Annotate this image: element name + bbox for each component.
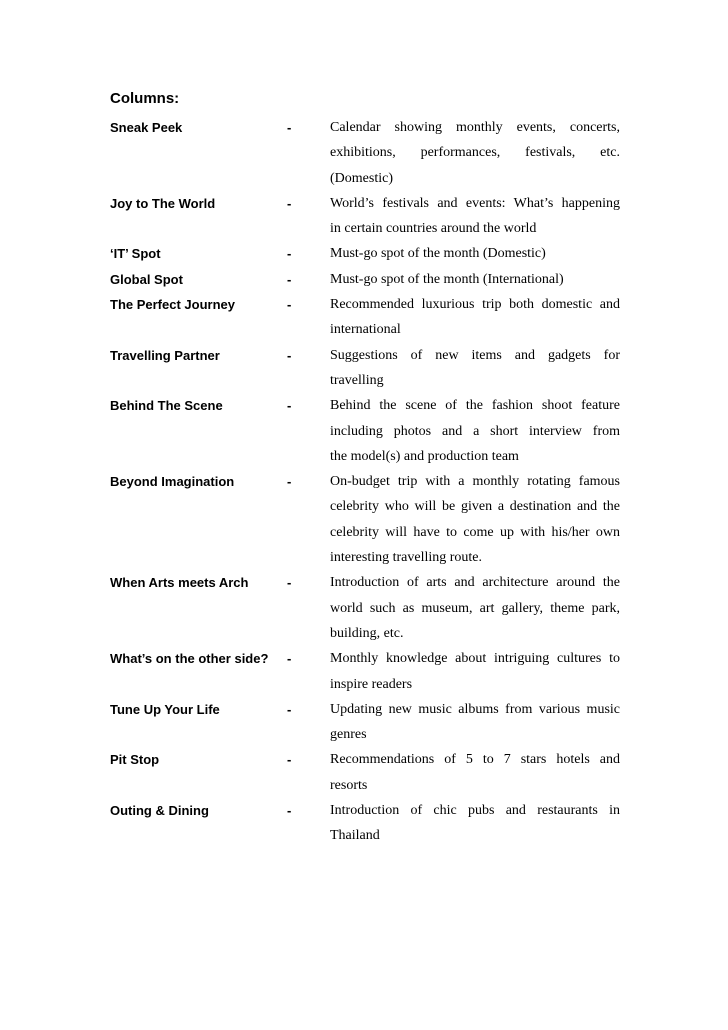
separator-dash: - bbox=[287, 120, 292, 135]
column-description bbox=[330, 241, 620, 266]
description-line: Updating new music albums from various music bbox=[330, 701, 620, 717]
separator-dash: - bbox=[287, 195, 292, 211]
column-name: What’s on the other side? bbox=[110, 651, 269, 667]
description-line: genres bbox=[330, 727, 367, 743]
separator-dash: - bbox=[287, 651, 292, 667]
column-description bbox=[330, 393, 620, 469]
column-name: Pit Stop bbox=[110, 752, 160, 768]
description-line: including photos and a short interview from bbox=[330, 423, 620, 439]
description-line: celebrity will have to come up with his/her own bbox=[330, 524, 620, 540]
description-line: Monthly knowledge about intriguing cultures to bbox=[330, 651, 620, 667]
separator-dash: - bbox=[287, 398, 292, 414]
description-line: exhibitions, performances, festivals, etc. bbox=[330, 145, 620, 161]
column-description bbox=[330, 469, 620, 570]
separator-dash: - bbox=[287, 347, 292, 363]
column-description bbox=[330, 798, 620, 849]
separator-dash: - bbox=[287, 752, 292, 768]
description-line: Suggestions of new items and gadgets for bbox=[330, 347, 620, 363]
description-line: interesting travelling route. bbox=[330, 550, 483, 566]
column-name: When Arts meets Arch bbox=[110, 575, 249, 591]
column-name: Travelling Partner bbox=[110, 347, 220, 363]
column-name: Joy to The World bbox=[110, 195, 216, 211]
column-description bbox=[330, 646, 620, 697]
separator-dash: - bbox=[287, 803, 292, 819]
column-name: Beyond Imagination bbox=[110, 474, 235, 490]
column-entry bbox=[110, 191, 620, 242]
description-line: inspire readers bbox=[330, 676, 413, 692]
description-line: world such as museum, art gallery, theme park, bbox=[330, 600, 620, 616]
column-description bbox=[330, 115, 620, 191]
columns-list bbox=[110, 115, 620, 849]
column-description bbox=[330, 267, 620, 292]
description-line: international bbox=[330, 322, 401, 338]
column-name: ‘IT’ Spot bbox=[110, 246, 161, 262]
column-description bbox=[330, 191, 620, 242]
description-line: the model(s) and production team bbox=[330, 448, 519, 464]
description-line: Introduction of arts and architecture around the bbox=[330, 575, 620, 591]
separator-dash: - bbox=[287, 575, 292, 591]
column-description bbox=[330, 697, 620, 748]
description-line: On-budget trip with a monthly rotating famous bbox=[330, 474, 620, 490]
column-name: The Perfect Journey bbox=[110, 297, 235, 313]
column-entry bbox=[110, 747, 620, 798]
column-description bbox=[330, 292, 620, 343]
description-line: Must-go spot of the month (Domestic) bbox=[330, 246, 546, 262]
column-entry bbox=[110, 697, 620, 748]
column-name: Tune Up Your Life bbox=[110, 701, 220, 717]
description-line: World’s festivals and events: What’s happening bbox=[330, 195, 620, 211]
description-line: Calendar showing monthly events, concerts, bbox=[330, 120, 620, 135]
column-description bbox=[330, 570, 620, 646]
column-entry bbox=[110, 241, 620, 266]
column-entry bbox=[110, 115, 620, 191]
column-name: Outing & Dining bbox=[110, 803, 209, 819]
description-line: Thailand bbox=[330, 828, 380, 844]
description-line: celebrity who will be given a destination and the bbox=[330, 499, 620, 515]
column-name: Sneak Peek bbox=[110, 120, 183, 135]
column-entry bbox=[110, 292, 620, 343]
description-line: Behind the scene of the fashion shoot feature bbox=[330, 398, 620, 414]
column-entry bbox=[110, 393, 620, 469]
description-line: (Domestic) bbox=[330, 170, 393, 186]
description-line: in certain countries around the world bbox=[330, 221, 537, 237]
columns-heading: Columns: bbox=[110, 90, 180, 107]
column-description bbox=[330, 343, 620, 394]
column-name: Global Spot bbox=[110, 271, 183, 287]
separator-dash: - bbox=[287, 271, 292, 287]
description-line: Introduction of chic pubs and restaurants in bbox=[330, 803, 620, 819]
separator-dash: - bbox=[287, 297, 292, 313]
column-entry bbox=[110, 798, 620, 849]
column-entry bbox=[110, 570, 620, 646]
description-line: travelling bbox=[330, 372, 384, 388]
separator-dash: - bbox=[287, 701, 292, 717]
column-name: Behind The Scene bbox=[110, 398, 223, 414]
description-line: Recommendations of 5 to 7 stars hotels and bbox=[330, 752, 620, 768]
column-description bbox=[330, 747, 620, 798]
description-line: resorts bbox=[330, 777, 368, 793]
column-entry bbox=[110, 343, 620, 394]
separator-dash: - bbox=[287, 474, 292, 490]
column-entry bbox=[110, 646, 620, 697]
column-entry bbox=[110, 469, 620, 570]
description-line: Recommended luxurious trip both domestic and bbox=[330, 297, 620, 313]
separator-dash: - bbox=[287, 246, 292, 262]
description-line: building, etc. bbox=[330, 625, 404, 641]
column-entry bbox=[110, 267, 620, 292]
description-line: Must-go spot of the month (International) bbox=[330, 271, 564, 287]
